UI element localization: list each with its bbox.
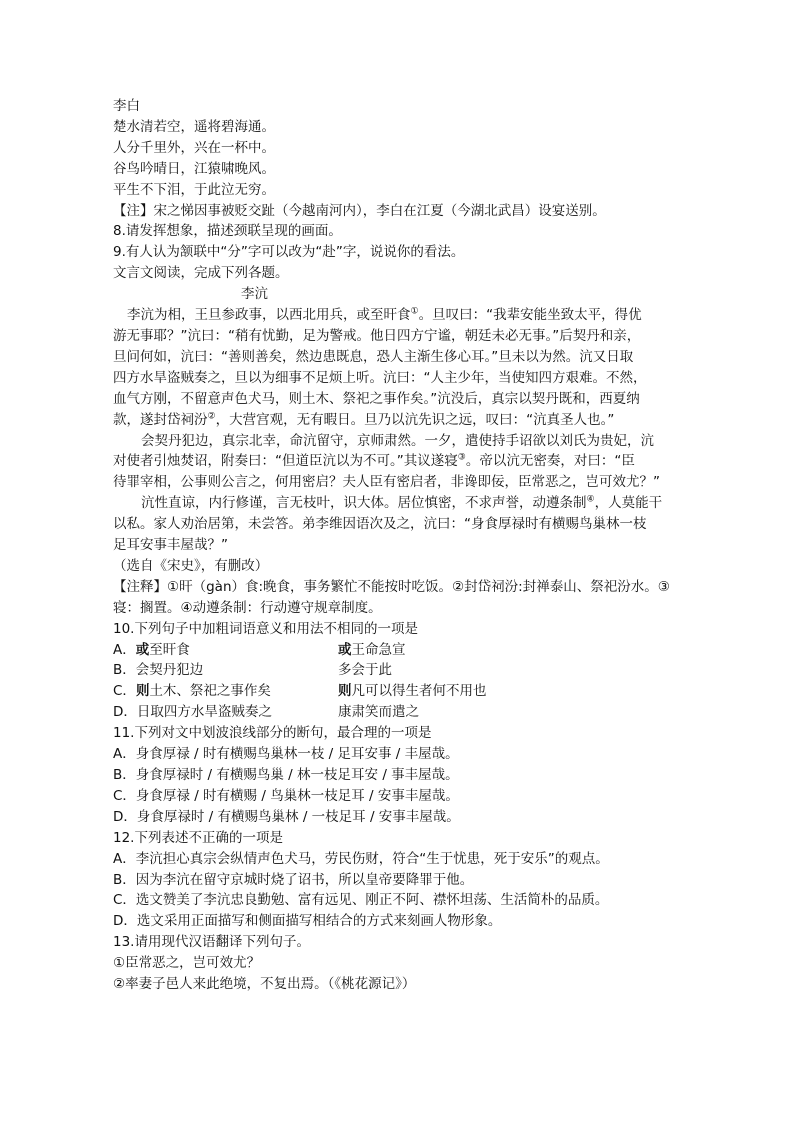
q12-option-b: B．因为李沆在留守京城时烧了诏书，所以皇帝要降罪于他。	[113, 871, 474, 888]
q11-option-d: D．身食厚禄时 / 有横赐鸟巢林 / 一枝足耳 / 安事丰屋哉。	[113, 808, 460, 825]
passage-line: 会契丹犯边，真宗北幸，命沆留守，京师肃然。一夕，遣使持手诏欲以刘氏为贵妃，沆	[141, 432, 654, 449]
q12-option-a: A．李沆担心真宗会纵情声色犬马，劳民伤财，符合“生于忧患，死于安乐”的观点。	[113, 850, 609, 867]
poem-line-1: 楚水清若空，遥将碧海通。	[113, 118, 275, 135]
passage-line: 足耳安事丰屋哉？”	[113, 537, 228, 554]
passage-source: （选自《宋史》，有删改）	[113, 557, 269, 574]
passage-line: 沆性直谅，内行修谨，言无枝叶，识大体。居位慎密，不求声誉，动遵条制④，人莫能干	[141, 494, 663, 512]
q12-option-d: D．选文采用正面描写和侧面描写相结合的方式来刻画人物形象。	[113, 913, 502, 930]
poem-line-4: 平生不下泪，于此泣无穷。	[113, 181, 275, 198]
passage-line: 对使者引烛焚诏，附奏曰：“但道臣沆以为不可。”其议遂寝③。帝以沆无密奏，对曰：“臣	[113, 452, 635, 470]
passage-line: 血气方刚，不留意声色犬马，则土木、祭祀之事作矣。”沆没后，真宗以契丹既和，西夏纳	[113, 390, 640, 407]
passage-notes: 寝：搁置。④动遵条制：行动遵守规章制度。	[113, 599, 382, 616]
q10-option-a: A．或至旰食 或王命急宣	[113, 641, 406, 658]
document-page	[113, 96, 683, 995]
question-8: 8.请发挥想象，描述颈联呈现的画面。	[113, 223, 342, 240]
question-9: 9.有人认为颔联中“分”字可以改为“赴”字，说说你的看法。	[113, 244, 465, 261]
poem-line-2: 人分千里外，兴在一杯中。	[113, 139, 275, 156]
q13-item-1: ①臣常恶之，岂可效尤？	[113, 955, 261, 972]
footnote-mark: ②	[207, 411, 216, 422]
question-11: 11.下列对文中划波浪线部分的断句，最合理的一项是	[113, 725, 432, 742]
q12-option-c: C．选文赞美了李沆忠良勤勉、富有远见、刚正不阿、襟怀坦荡、生活简朴的品质。	[113, 892, 609, 909]
question-12: 12.下列表述不正确的一项是	[113, 829, 283, 846]
q10-option-d: D．日取四方水旱盗贼奏之 康肃笑而遣之	[113, 704, 419, 721]
passage-line: 游无事耶？”沆曰：“稍有忧勤，足为警戒。他日四方宁谧，朝廷未必无事。”后契丹和亲，	[113, 327, 641, 344]
q11-option-b: B．身食厚禄时 / 有横赐鸟巢 / 林一枝足耳安 / 事丰屋哉。	[113, 767, 459, 783]
passage-line: 李沆为相，王旦参政事，以西北用兵，或至旰食①。旦叹曰：“我辈安能坐致太平，得优	[127, 306, 642, 324]
passage-title: 李沆	[241, 286, 268, 303]
footnote-mark: ③	[457, 452, 466, 463]
section-intro: 文言文阅读，完成下列各题。	[113, 265, 289, 282]
poem-line-3: 谷鸟吟晴日，江猿啸晚风。	[113, 160, 275, 177]
passage-line: 待罪宰相，公事则公言之，何用密启？夫人臣有密启者，非谗即佞，臣常恶之，岂可效尤？”	[113, 474, 660, 491]
q11-option-a: A．身食厚禄 / 时有横赐鸟巢林一枝 / 足耳安事 / 丰屋哉。	[113, 746, 459, 763]
q10-option-b: B．会契丹犯边 多会于此	[113, 662, 392, 679]
question-13: 13.请用现代汉语翻译下列句子。	[113, 934, 310, 951]
poem-author: 李白	[113, 98, 140, 114]
question-10: 10.下列句子中加粗词语意义和用法不相同的一项是	[113, 620, 418, 637]
q11-option-c: C．身食厚禄 / 时有横赐 / 鸟巢林一枝足耳 / 安事丰屋哉。	[113, 787, 459, 804]
footnote-mark: ①	[410, 306, 419, 317]
passage-line: 旦问何如，沆曰：“善则善矣，然边患既息，恐人主渐生侈心耳。”旦未以为然。沆又日取	[113, 348, 634, 365]
q13-item-2: ②率妻子邑人来此绝境，不复出焉。（《桃花源记》）	[113, 976, 416, 993]
poem-note: 【注】宋之悌因事被贬交趾（今越南河内），李白在江夏（今湖北武昌）设宴送别。	[113, 202, 606, 219]
passage-line: 四方水旱盗贼奏之，旦以为细事不足烦上听。沆曰：“人主少年，当使知四方艰难。不然，	[113, 369, 647, 386]
q10-option-c: C．则土木、祭祀之事作矣 则凡可以得生者何不用也	[113, 683, 487, 700]
passage-line: 款，遂封岱祠汾②，大营宫观，无有暇日。旦乃以沆先识之远，叹曰：“沆真圣人也。”	[113, 411, 615, 428]
footnote-mark: ④	[586, 494, 595, 505]
passage-line: 以私。家人劝治居第，未尝答。弟李维因语次及之，沆曰：“身食厚禄时有横赐鸟巢林一枝	[113, 516, 647, 533]
passage-notes: 【注释】①旰（gàn）食:晚食，事务繁忙不能按时吃饭。②封岱祠汾:封禅泰山、祭祀汾水。③	[113, 578, 670, 595]
